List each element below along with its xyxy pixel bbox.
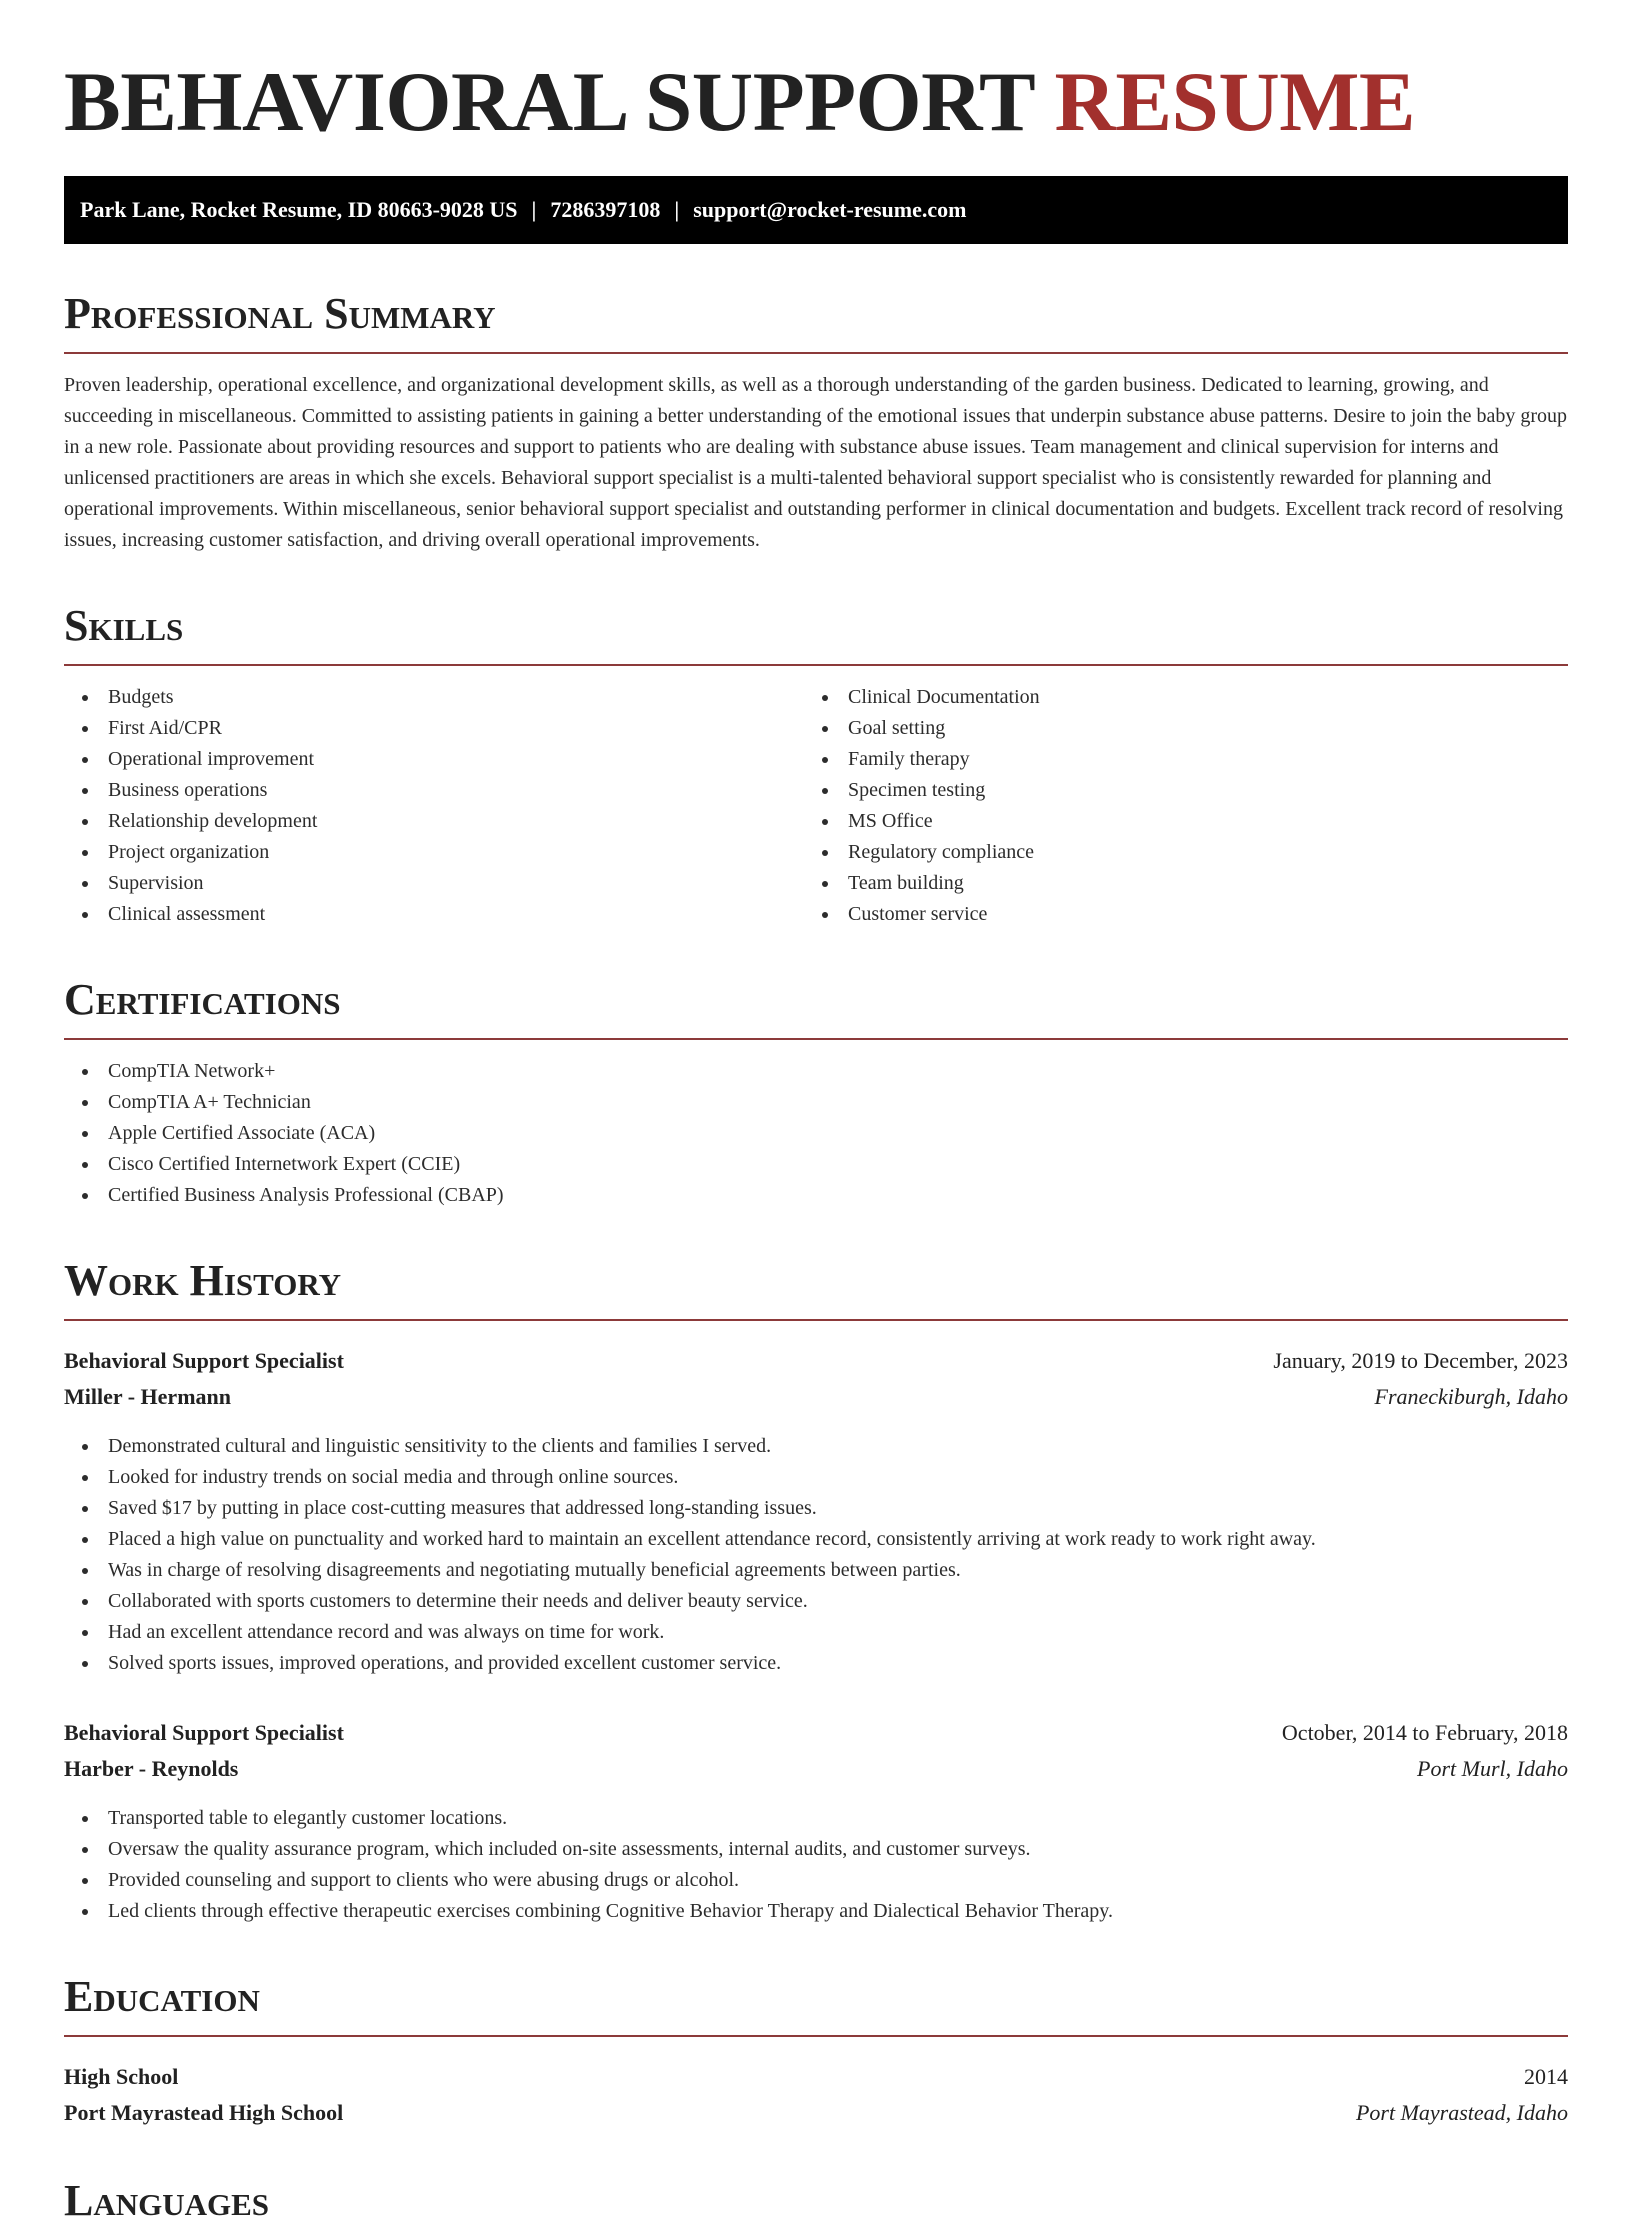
title-main: BEHAVIORAL SUPPORT xyxy=(64,55,1034,149)
skill-item: Project organization xyxy=(64,837,804,868)
skill-item: Specimen testing xyxy=(804,775,1544,806)
skill-item: Goal setting xyxy=(804,713,1544,744)
education-school-row xyxy=(64,2095,1568,2131)
skill-item: Clinical Documentation xyxy=(804,682,1544,713)
skills-columns xyxy=(64,682,1568,930)
job-company: Miller - Hermann xyxy=(64,1384,231,1409)
skill-item: Supervision xyxy=(64,868,804,899)
job-header-row xyxy=(64,1715,1568,1751)
education-heading: Education xyxy=(64,1972,260,2021)
contact-phone: 7286397108 xyxy=(550,197,661,222)
job-bullets xyxy=(64,1431,1568,1679)
job-title: Behavioral Support Specialist xyxy=(64,1348,344,1373)
job-company-row xyxy=(64,1751,1568,1787)
education-year: 2014 xyxy=(1524,2064,1568,2089)
job-bullet: Oversaw the quality assurance program, which included on-site assessments, internal audits, and customer surveys. xyxy=(64,1834,1568,1865)
job-bullet: Saved $17 by putting in place cost-cutting measures that addressed long-standing issues. xyxy=(64,1493,1568,1524)
skill-item: Business operations xyxy=(64,775,804,806)
job-company-row xyxy=(64,1379,1568,1415)
job-location: Port Murl, Idaho xyxy=(1417,1756,1568,1781)
summary-heading: Professional Summary xyxy=(64,289,496,338)
skill-item: First Aid/CPR xyxy=(64,713,804,744)
resume-page xyxy=(64,0,1568,2227)
skills-heading: Skills xyxy=(64,601,184,650)
skills-right-list xyxy=(804,682,1544,930)
resume-title xyxy=(64,52,1568,152)
education-school: Port Mayrastead High School xyxy=(64,2100,344,2125)
contact-email: support@rocket-resume.com xyxy=(693,197,967,222)
certification-item: Cisco Certified Internetwork Expert (CCIE) xyxy=(64,1149,1568,1180)
job-header-row xyxy=(64,1343,1568,1379)
education-location: Port Mayrastead, Idaho xyxy=(1355,2100,1568,2125)
job-location: Franeckiburgh, Idaho xyxy=(1374,1384,1568,1409)
job-title: Behavioral Support Specialist xyxy=(64,1720,344,1745)
job-bullet: Had an excellent attendance record and was always on time for work. xyxy=(64,1617,1568,1648)
job-bullet: Placed a high value on punctuality and worked hard to maintain an excellent attendance record, consistently arriving at work ready to work right away. xyxy=(64,1524,1568,1555)
title-accent: RESUME xyxy=(1054,55,1416,149)
job-bullet: Solved sports issues, improved operations, and provided excellent customer service. xyxy=(64,1648,1568,1679)
work-history-heading: Work History xyxy=(64,1256,342,1305)
skill-item: Clinical assessment xyxy=(64,899,804,930)
job-bullet: Collaborated with sports customers to determine their needs and deliver beauty service. xyxy=(64,1586,1568,1617)
section-divider xyxy=(64,664,1568,666)
certification-item: Certified Business Analysis Professional (CBAP) xyxy=(64,1180,1568,1211)
skill-item: Regulatory compliance xyxy=(804,837,1544,868)
job-bullet: Transported table to elegantly customer locations. xyxy=(64,1803,1568,1834)
contact-separator: | xyxy=(531,197,537,222)
education-degree: High School xyxy=(64,2064,179,2089)
job-bullet: Led clients through effective therapeutic exercises combining Cognitive Behavior Therapy and Dialectical Behavior Therapy. xyxy=(64,1896,1568,1927)
section-divider xyxy=(64,1319,1568,1321)
job-entry xyxy=(64,1715,1568,1927)
job-bullet: Was in charge of resolving disagreements and negotiating mutually beneficial agreements between parties. xyxy=(64,1555,1568,1586)
section-divider xyxy=(64,2035,1568,2037)
skill-item: Family therapy xyxy=(804,744,1544,775)
section-divider xyxy=(64,352,1568,354)
skill-item: Operational improvement xyxy=(64,744,804,775)
skills-left-list xyxy=(64,682,804,930)
contact-bar xyxy=(64,176,1568,244)
certification-item: Apple Certified Associate (ACA) xyxy=(64,1118,1568,1149)
skill-item: Budgets xyxy=(64,682,804,713)
skill-item: Customer service xyxy=(804,899,1544,930)
certifications-list xyxy=(64,1056,1568,1211)
skill-item: MS Office xyxy=(804,806,1544,837)
certifications-heading: Certifications xyxy=(64,975,341,1024)
summary-text: Proven leadership, operational excellence, and organizational development skills, as well as a thorough understanding of the garden business. Dedicated to learning, growing, and succeeding in miscellaneous. Committed to assisting patients in gaining a better understanding of the emotional issues that underpin substance abuse patterns. Desire to join the baby group in a new role. Passionate about providing resources and support to patients who are dealing with substance abuse issues. Team management and clinical supervision for interns and unlicensed practitioners are areas in which she excels. Behavioral support specialist is a multi-talented behavioral support specialist who is consistently rewarded for planning and operational improvements. Within miscellaneous, senior behavioral support specialist and outstanding performer in clinical documentation and budgets. Excellent track record of resolving issues, increasing customer satisfaction, and driving overall operational improvements. xyxy=(64,374,1568,551)
skill-item: Team building xyxy=(804,868,1544,899)
section-divider xyxy=(64,1038,1568,1040)
contact-address: Park Lane, Rocket Resume, ID 80663-9028 US xyxy=(80,197,518,222)
job-entry xyxy=(64,1343,1568,1679)
certification-item: CompTIA Network+ xyxy=(64,1056,1568,1087)
education-entry xyxy=(64,2059,1568,2131)
certification-item: CompTIA A+ Technician xyxy=(64,1087,1568,1118)
job-dates: October, 2014 to February, 2018 xyxy=(1281,1720,1568,1745)
job-bullet: Demonstrated cultural and linguistic sensitivity to the clients and families I served. xyxy=(64,1431,1568,1462)
languages-heading: Languages xyxy=(64,2176,270,2225)
job-bullet: Provided counseling and support to clients who were abusing drugs or alcohol. xyxy=(64,1865,1568,1896)
contact-separator: | xyxy=(674,197,680,222)
job-bullets xyxy=(64,1803,1568,1927)
job-company: Harber - Reynolds xyxy=(64,1756,239,1781)
job-bullet: Looked for industry trends on social media and through online sources. xyxy=(64,1462,1568,1493)
education-degree-row xyxy=(64,2059,1568,2095)
skill-item: Relationship development xyxy=(64,806,804,837)
job-dates: January, 2019 to December, 2023 xyxy=(1273,1348,1568,1373)
